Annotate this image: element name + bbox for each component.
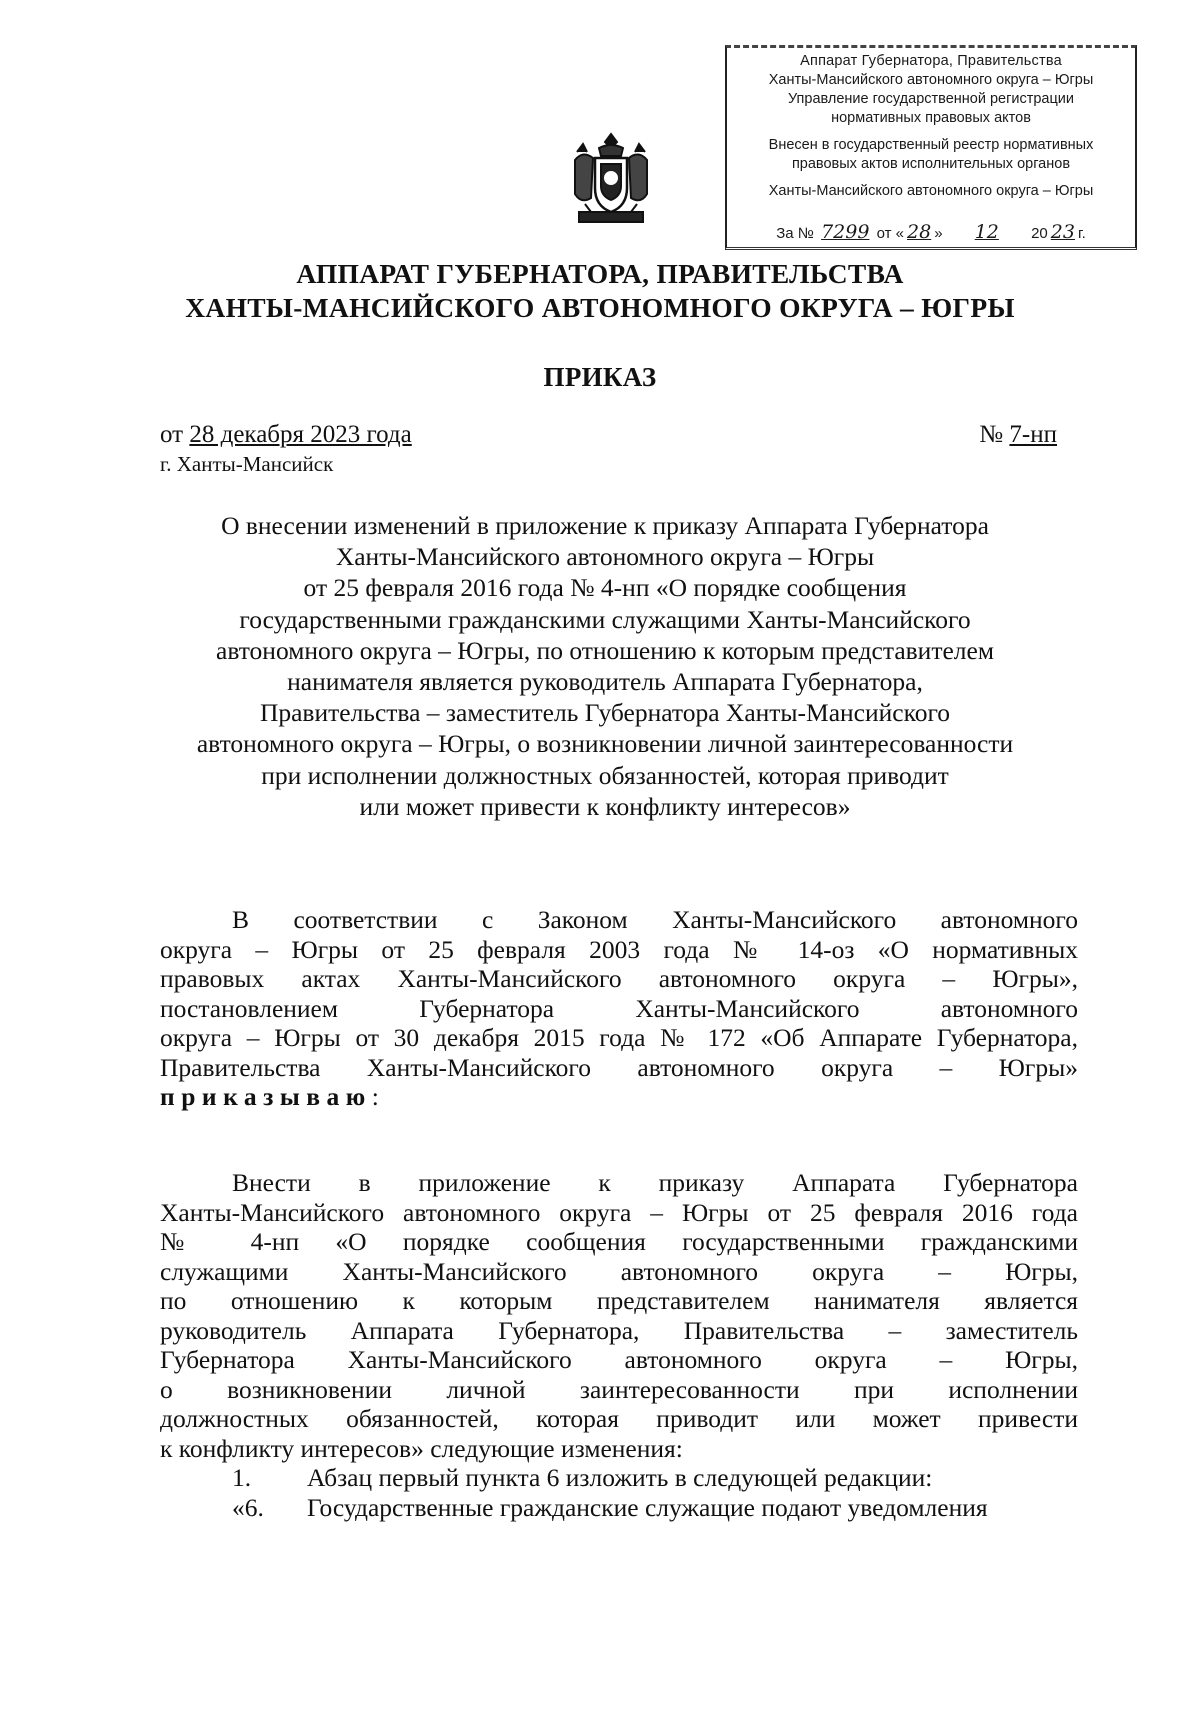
list-item-text: Государственные гражданские служащие подают уведомления	[307, 1493, 988, 1522]
paragraph-line: Ханты-Мансийского автономного округа – Югры от 25 февраля 2016 года	[160, 1197, 1078, 1227]
list-item	[160, 1463, 1078, 1493]
stamp-reg-year-end: г.	[1077, 225, 1086, 242]
org-heading-line: АППАРАТ ГУБЕРНАТОРА, ПРАВИТЕЛЬСТВА	[296, 258, 904, 289]
stamp-line: Ханты-Мансийского автономного округа – Югры	[768, 183, 1094, 199]
list-item-number: 1.	[232, 1463, 252, 1492]
paragraph-line: руководитель Аппарата Губернатора, Правительства – заместитель	[160, 1315, 1078, 1345]
doc-title	[150, 510, 1060, 822]
stamp-line: Ханты-Мансийского автономного округа – Югры	[768, 72, 1094, 88]
title-line: или может привести к конфликту интересов»	[359, 791, 851, 821]
number-value: 7-нп	[1009, 421, 1057, 448]
paragraph-line: В соответствии с Законом Ханты-Мансийского автономного	[232, 905, 1078, 934]
paragraph-line: служащими Ханты-Мансийского автономного округа – Югры,	[160, 1256, 1078, 1286]
number-prefix: №	[979, 421, 1004, 448]
title-line: автономного округа – Югры, о возникновении личной заинтересованности	[196, 729, 1014, 759]
paragraph-line: постановлением Губернатора Ханты-Мансийского автономного	[160, 993, 1078, 1023]
org-heading-line: ХАНТЫ-МАНСИЙСКОГО АВТОНОМНОГО ОКРУГА – ЮГРЫ	[185, 292, 1015, 323]
doc-city: г. Ханты-Мансийск	[160, 452, 334, 476]
stamp-reg-year-suffix: 23	[1050, 221, 1075, 243]
doc-number	[979, 420, 1057, 450]
paragraph-line: о возникновении личной заинтересованности при исполнении	[160, 1374, 1078, 1404]
date-value: 28 декабря 2023 года	[189, 421, 412, 448]
doc-date	[160, 420, 412, 450]
paragraph-line: правовых актах Ханты-Мансийского автономного округа – Югры»,	[160, 964, 1078, 993]
title-line: нанимателя является руководитель Аппарата Губернатора,	[287, 667, 923, 697]
stamp-reg-number: 7299	[821, 221, 870, 243]
title-line: Правительства – заместитель Губернатора Ханты-Мансийского	[259, 698, 951, 728]
paragraph-line: округа – Югры от 25 февраля 2003 года № 14-оз «О нормативных	[160, 934, 1078, 964]
paragraph-line: по отношению к которым представителем нанимателя является	[160, 1286, 1078, 1315]
list-item-number: «6.	[232, 1493, 264, 1522]
stamp-line: нормативных правовых актов	[831, 110, 1031, 126]
stamp-reg-from: от «	[876, 225, 905, 242]
stamp-reg-year-prefix: 20	[1031, 225, 1048, 242]
title-line: Ханты-Мансийского автономного округа – Югры	[335, 542, 875, 572]
paragraph-line	[160, 1082, 1078, 1112]
order-word: приказываю	[160, 1082, 372, 1111]
stamp-reg-day: 28	[907, 221, 932, 243]
paragraph-line: к конфликту интересов» следующие изменения:	[160, 1433, 683, 1463]
title-line: при исполнении должностных обязанностей, которая приводит	[261, 760, 949, 790]
stamp-reg-day-close: »	[934, 225, 943, 242]
paragraph-line: Внести в приложение к приказу Аппарата Губернатора	[232, 1168, 1078, 1197]
paragraph-preamble	[160, 905, 1078, 1112]
date-prefix: от	[160, 421, 184, 448]
org-heading	[0, 257, 1200, 325]
title-line: от 25 февраля 2016 года № 4-нп «О порядке сообщения	[303, 573, 907, 603]
stamp-reg-prefix: За №	[776, 225, 814, 242]
list-item	[160, 1493, 1078, 1523]
paragraph-line: должностных обязанностей, которая приводит или может привести	[160, 1404, 1078, 1433]
order-colon: :	[371, 1082, 379, 1111]
coat-of-arms-icon	[565, 130, 657, 230]
title-line: государственными гражданскими служащими Ханты-Мансийского	[239, 604, 971, 634]
stamp-reg-month: 12	[974, 221, 999, 243]
paragraph-amendment	[160, 1168, 1078, 1523]
paragraph-line: № 4-нп «О порядке сообщения государственными гражданскими	[160, 1227, 1078, 1256]
paragraph-line: округа – Югры от 30 декабря 2015 года № 172 «Об Аппарате Губернатора,	[160, 1023, 1078, 1052]
stamp-line: Аппарат Губернатора, Правительства	[800, 53, 1062, 69]
paragraph-line: Правительства Ханты-Мансийского автономного округа – Югры»	[160, 1052, 1078, 1082]
stamp-line: Внесен в государственный реестр нормативных	[768, 137, 1094, 153]
title-line: О внесении изменений в приложение к приказу Аппарата Губернатора	[221, 511, 989, 540]
stamp-line: Управление государственной регистрации	[787, 91, 1075, 107]
title-line: автономного округа – Югры, по отношению к которым представителем	[216, 635, 994, 665]
list-item-text: Абзац первый пункта 6 изложить в следующей редакции:	[307, 1463, 933, 1492]
registration-stamp	[725, 45, 1137, 250]
stamp-registration-number	[727, 223, 1135, 243]
paragraph-line: Губернатора Ханты-Мансийского автономного округа – Югры,	[160, 1345, 1078, 1374]
doc-type-heading: ПРИКАЗ	[543, 362, 657, 392]
stamp-line: правовых актов исполнительных органов	[791, 156, 1071, 172]
